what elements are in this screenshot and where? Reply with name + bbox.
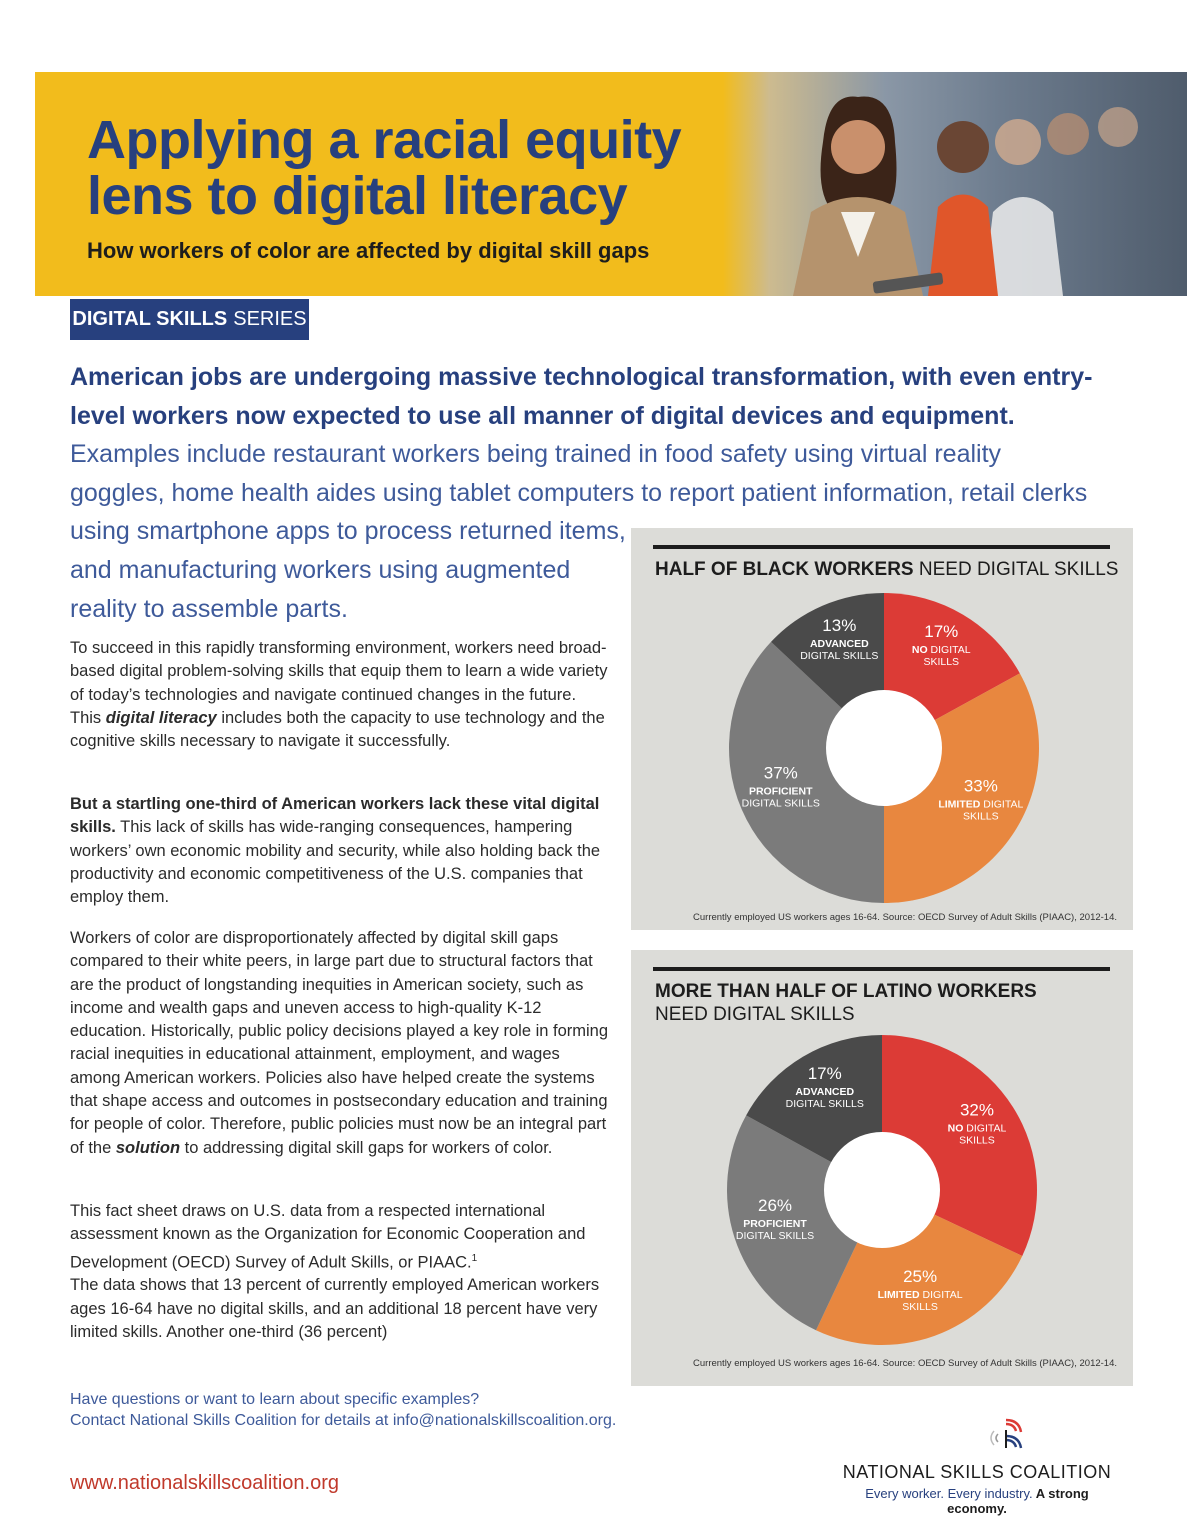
slice-percent-proficient: 26% (757, 1195, 793, 1215)
nsc-logo[interactable] (836, 1418, 1126, 1516)
chart-title-bold: HALF OF BLACK WORKERS (655, 559, 914, 580)
series-tag (70, 299, 309, 340)
chart-source: Currently employed US workers ages 16-64. Source: OECD Survey of Adult Skills (PIAAC), 2012-14. (693, 1358, 1117, 1369)
slice-category-line2-advanced: DIGITAL SKILLS (800, 649, 879, 662)
slice-category-line2-limited: SKILLS (963, 810, 999, 823)
slice-category-advanced: ADVANCED (795, 1086, 855, 1099)
p3-text-a: Workers of color are disproportionately affected by digital skill gaps compared to their white peers, in large part due to structural factors that are the product of longstanding inequities in American society, such as income and wealth gaps and uneven access to high-quality K-12 education. Historically, public policy decisions played a key role in forming racial inequities in educational attainment, employment, and wages among American workers. Policies also have helped create the systems that shape access and outcomes in postsecondary education and training for people of color. Therefore, public policies must now be an integral part of the (70, 929, 609, 1157)
header-banner (35, 72, 1187, 296)
slice-percent-no: 32% (959, 1100, 995, 1120)
signal-waves-icon (986, 1418, 1026, 1456)
contact-block (70, 1389, 670, 1431)
p1-text-b: includes both the capacity to use technology and the cognitive skills necessary to navigate it successfully. (70, 708, 605, 751)
slice-category-line2-no: SKILLS (923, 656, 960, 669)
slice-category-no: NO DIGITAL (947, 1122, 1007, 1135)
donut-chart-latino-workers (631, 950, 1133, 1386)
chart-source: Currently employed US workers ages 16-64. Source: OECD Survey of Adult Skills (PIAAC), 2012-14. (693, 912, 1117, 923)
p3-text-b: to addressing digital skill gaps for workers of color. (180, 1138, 553, 1157)
tagline-a: Every worker. Every industry. (865, 1486, 1033, 1501)
chart-title-bold: MORE THAN HALF OF LATINO WORKERS (655, 981, 1037, 1002)
slice-percent-proficient: 37% (763, 763, 798, 783)
workers-photo-illustration (723, 72, 1187, 296)
p2-bold: But a startling one-third of American workers lack these vital digital skills. (70, 795, 600, 837)
slice-percent-limited: 25% (903, 1266, 938, 1286)
slice-category-limited: LIMITED DIGITAL (877, 1288, 963, 1301)
slice-category-no: NO DIGITAL (911, 644, 971, 657)
page-title: Applying a racial equity lens to digital literacy (87, 110, 682, 226)
intro-text-b: using smartphone apps to process returned items, and manufacturing workers using augmented reality to assemble parts. (70, 517, 626, 623)
p1-text-a: To succeed in this rapidly transforming environment, workers need broad-based digital problem-solving skills that equip them to learn a wide variety of today’s technologies and navigate continued changes in the future. This (70, 639, 608, 727)
logo-name: NATIONAL SKILLS COALITION (842, 1462, 1112, 1482)
slice-percent-limited: 33% (963, 776, 998, 796)
slice-category-proficient: PROFICIENT (743, 1217, 807, 1230)
intro-text-a: Examples include restaurant workers being trained in food safety using virtual reality goggles, home health aides using tablet computers to report patient information, retail clerks (70, 440, 1088, 507)
page-subtitle: How workers of color are affected by digital skill gaps (87, 238, 650, 263)
p4-text-b: The data shows that 13 percent of currently employed American workers ages 16-64 have no digital skills, and an additional 18 percent have very limited skills. Another one-third (36 percent) (70, 1276, 600, 1341)
slice-category-advanced: ADVANCED (809, 637, 869, 650)
intro-bold: American jobs are undergoing massive technological transformation, with even entry-level workers now expected to use all manner of digital devices and equipment. (70, 363, 1093, 430)
series-tag-light: SERIES (233, 308, 307, 330)
chart-title-rest: NEED DIGITAL SKILLS (913, 559, 1119, 580)
p3-emphasis: solution (115, 1138, 181, 1157)
slice-percent-advanced: 13% (822, 615, 857, 635)
contact-line-2[interactable]: Contact National Skills Coalition for details at info@nationalskillscoalition.org. (70, 1412, 617, 1429)
p1-emphasis: digital literacy (105, 708, 217, 727)
slice-category-limited: LIMITED DIGITAL (938, 798, 1024, 811)
body-paragraph-3 (70, 927, 610, 1160)
body-paragraph-1 (70, 637, 610, 753)
contact-line-1: Have questions or want to learn about specific examples? (70, 1391, 480, 1408)
chart-panel-latino-workers (631, 950, 1133, 1386)
donut-hole (824, 1132, 940, 1248)
logo-tagline (836, 1486, 1118, 1516)
workers-photo (723, 72, 1187, 296)
slice-category-line2-advanced: DIGITAL SKILLS (785, 1098, 864, 1111)
slice-category-line2-proficient: DIGITAL SKILLS (735, 1229, 815, 1242)
footnote-marker[interactable]: 1 (471, 1252, 478, 1264)
series-tag-bold: DIGITAL SKILLS (72, 308, 228, 330)
slice-category-line2-no: SKILLS (959, 1134, 995, 1147)
donut-hole (826, 690, 942, 806)
slice-category-line2-limited: SKILLS (902, 1300, 938, 1313)
p4-text-a: This fact sheet draws on U.S. data from a respected international assessment known as the Organization for Economic Cooperation and Development (OECD) Survey of Adult Skills, or PIAAC. (70, 1202, 586, 1272)
chart-title-line-2: NEED DIGITAL SKILLS (655, 1004, 855, 1025)
body-paragraph-4 (70, 1200, 610, 1344)
slice-category-proficient: PROFICIENT (748, 785, 813, 798)
donut-chart-black-workers (631, 528, 1133, 930)
chart-panel-black-workers (631, 528, 1133, 930)
p2-text: This lack of skills has wide-ranging consequences, hampering workers’ own economic mobility and security, while also holding back the productivity and economic competitiveness of the U.S. companies that employ them. (70, 818, 601, 907)
tagline-b: A strong economy. (947, 1486, 1089, 1516)
slice-category-line2-proficient: DIGITAL SKILLS (741, 797, 820, 810)
website-link[interactable]: www.nationalskillscoalition.org (70, 1472, 340, 1494)
body-paragraph-2 (70, 793, 610, 909)
slice-percent-advanced: 17% (807, 1064, 842, 1084)
slice-percent-no: 17% (924, 622, 959, 642)
